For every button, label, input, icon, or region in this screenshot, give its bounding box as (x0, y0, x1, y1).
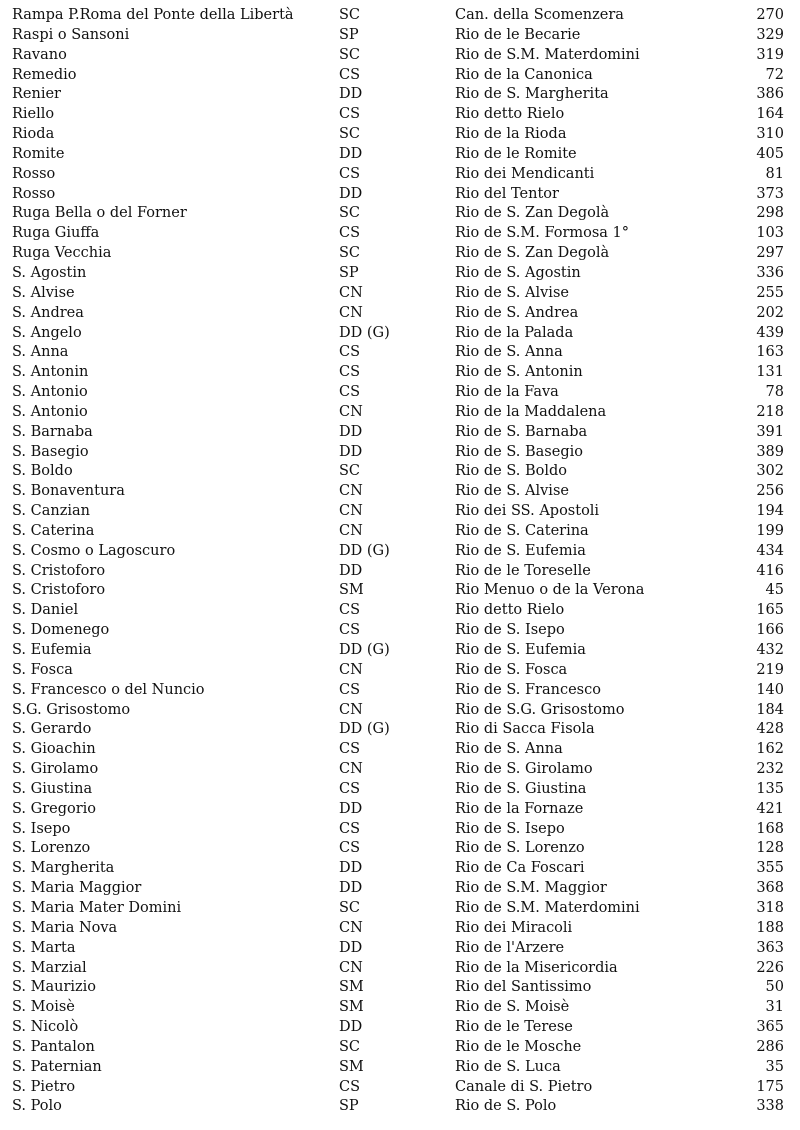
sestiere-code: DD (339, 880, 363, 897)
sestiere-code: CS (339, 364, 361, 381)
canal-name: Rio de le Becarie (455, 26, 581, 43)
bridge-number: 310 (756, 126, 784, 143)
sestiere-code: DD (339, 145, 363, 162)
table-row (0, 66, 800, 86)
canal-name: Rio di Sacca Fisola (455, 721, 595, 738)
bridge-number: 338 (756, 1098, 784, 1115)
sestiere-code: CS (339, 741, 361, 758)
canal-name: Rio de S. Agostin (455, 264, 581, 281)
sestiere-code: SC (339, 463, 361, 480)
sestiere-code: SC (339, 205, 361, 222)
canal-name: Rio de le Toreselle (455, 562, 591, 579)
table-row (0, 621, 800, 641)
bridge-number: 188 (756, 919, 784, 936)
sestiere-code: CS (339, 1078, 361, 1095)
canal-name: Rio de le Terese (455, 1019, 573, 1036)
street-name: S. Antonin (12, 364, 89, 381)
street-name: S.G. Grisostomo (12, 701, 131, 718)
bridge-number: 219 (756, 661, 784, 678)
table-row (0, 581, 800, 601)
sestiere-code: SC (339, 46, 361, 63)
bridge-number: 128 (756, 840, 784, 857)
bridge-number: 72 (765, 66, 784, 83)
bridge-number: 365 (756, 1019, 784, 1036)
street-name: S. Isepo (12, 820, 71, 837)
table-row (0, 1058, 800, 1078)
street-name: Rosso (12, 185, 56, 202)
sestiere-code: DD (339, 939, 363, 956)
bridge-number: 329 (756, 26, 784, 43)
table-row (0, 701, 800, 721)
bridge-number: 226 (756, 959, 784, 976)
sestiere-code: CN (339, 959, 363, 976)
table-row (0, 879, 800, 899)
canal-name: Rio detto Rielo (455, 106, 565, 123)
canal-name: Rio dei Mendicanti (455, 165, 595, 182)
bridge-number: 199 (756, 522, 784, 539)
street-name: S. Gerardo (12, 721, 92, 738)
table-row (0, 324, 800, 344)
table-row (0, 383, 800, 403)
canal-name: Rio de S.M. Maggior (455, 880, 607, 897)
street-name: Remedio (12, 66, 77, 83)
bridge-number: 302 (756, 463, 784, 480)
canal-name: Rio de S.G. Grisostomo (455, 701, 625, 718)
bridge-number: 389 (756, 443, 784, 460)
bridge-number: 373 (756, 185, 784, 202)
bridge-number: 50 (765, 979, 784, 996)
street-name: S. Marta (12, 939, 76, 956)
canal-name: Rio de S. Caterina (455, 522, 589, 539)
table-row (0, 26, 800, 46)
index-table (0, 6, 800, 1117)
bridge-number: 165 (756, 602, 784, 619)
canal-name: Rio Menuo o de la Verona (455, 582, 645, 599)
table-row (0, 482, 800, 502)
street-name: S. Boldo (12, 463, 73, 480)
street-name: S. Lorenzo (12, 840, 91, 857)
table-row (0, 224, 800, 244)
street-name: S. Giustina (12, 780, 93, 797)
canal-name: Rio de S. Zan Degolà (455, 205, 610, 222)
street-name: S. Pantalon (12, 1038, 95, 1055)
canal-name: Rio de S. Andrea (455, 304, 579, 321)
canal-name: Rio de S. Barnaba (455, 423, 588, 440)
street-name: Ravano (12, 46, 67, 63)
canal-name: Rio de S. Giustina (455, 780, 587, 797)
canal-name: Rio de la Misericordia (455, 959, 618, 976)
street-name: Rampa P.Roma del Ponte della Libertà (12, 7, 294, 23)
street-name: S. Girolamo (12, 761, 99, 778)
street-name: S. Cosmo o Lagoscuro (12, 542, 176, 559)
canal-name: Rio de S. Margherita (455, 86, 609, 103)
bridge-number: 202 (756, 304, 784, 321)
table-row (0, 899, 800, 919)
sestiere-code: CN (339, 503, 363, 520)
street-name: S. Agostin (12, 264, 87, 281)
canal-name: Rio de S. Alvise (455, 483, 569, 500)
street-name: S. Maurizio (12, 979, 97, 996)
sestiere-code: DD (339, 562, 363, 579)
sestiere-code: SC (339, 245, 361, 262)
table-row (0, 720, 800, 740)
canal-name: Rio dei SS. Apostoli (455, 503, 600, 520)
canal-name: Rio de le Romite (455, 145, 577, 162)
table-row (0, 740, 800, 760)
sestiere-code: CS (339, 820, 361, 837)
canal-name: Rio de S. Lorenzo (455, 840, 585, 857)
street-name: S. Margherita (12, 860, 115, 877)
bridge-number: 162 (756, 741, 784, 758)
table-row (0, 820, 800, 840)
street-name: S. Maria Nova (12, 919, 118, 936)
canal-name: Rio de S. Francesco (455, 681, 601, 698)
canal-name: Rio de S.M. Materdomini (455, 899, 640, 916)
table-row (0, 403, 800, 423)
table-row (0, 681, 800, 701)
canal-name: Rio de S. Girolamo (455, 761, 593, 778)
canal-name: Rio de la Fornaze (455, 800, 584, 817)
street-name: S. Basegio (12, 443, 89, 460)
bridge-number: 355 (756, 860, 784, 877)
table-row (0, 343, 800, 363)
sestiere-code: DD (G) (339, 721, 390, 738)
street-name: Ruga Bella o del Forner (12, 205, 187, 222)
table-row (0, 502, 800, 522)
canal-name: Rio de S. Moisè (455, 999, 570, 1016)
street-name: Rioda (12, 126, 55, 143)
canal-name: Rio de S. Isepo (455, 820, 565, 837)
street-name: S. Andrea (12, 304, 84, 321)
table-row (0, 959, 800, 979)
canal-name: Rio de la Maddalena (455, 403, 607, 420)
sestiere-code: SP (339, 264, 359, 281)
sestiere-code: CN (339, 701, 363, 718)
bridge-number: 232 (756, 761, 784, 778)
table-row (0, 1038, 800, 1058)
street-name: Renier (12, 86, 61, 103)
sestiere-code: CN (339, 483, 363, 500)
street-name: S. Anna (12, 344, 69, 361)
bridge-number: 168 (756, 820, 784, 837)
canal-name: Rio de S. Alvise (455, 284, 569, 301)
canal-name: Rio de S. Fosca (455, 661, 568, 678)
sestiere-code: DD (G) (339, 542, 390, 559)
sestiere-code: CS (339, 225, 361, 242)
bridge-number: 319 (756, 46, 784, 63)
sestiere-code: SC (339, 126, 361, 143)
bridge-number: 298 (756, 205, 784, 222)
sestiere-code: CN (339, 919, 363, 936)
street-name: S. Fosca (12, 661, 73, 678)
canal-name: Rio de la Rioda (455, 126, 567, 143)
table-row (0, 641, 800, 661)
bridge-number: 270 (756, 7, 784, 23)
bridge-number: 386 (756, 86, 784, 103)
table-row (0, 462, 800, 482)
canal-name: Rio de la Palada (455, 324, 574, 341)
sestiere-code: CN (339, 403, 363, 420)
sestiere-code: CS (339, 840, 361, 857)
table-row (0, 105, 800, 125)
canal-name: Rio del Santissimo (455, 979, 592, 996)
bridge-number: 35 (765, 1058, 784, 1075)
bridge-number: 428 (756, 721, 784, 738)
sestiere-code: CN (339, 761, 363, 778)
bridge-number: 164 (756, 106, 784, 123)
street-name: S. Cristoforo (12, 562, 106, 579)
street-name: S. Antonio (12, 384, 88, 401)
sestiere-code: SC (339, 7, 361, 23)
street-name: S. Moisè (12, 999, 75, 1016)
canal-name: Rio dei Miracoli (455, 919, 573, 936)
table-row (0, 304, 800, 324)
bridge-number: 421 (756, 800, 784, 817)
sestiere-code: CS (339, 384, 361, 401)
table-row (0, 601, 800, 621)
canal-name: Rio de S. Eufemia (455, 642, 586, 658)
table-row (0, 185, 800, 205)
street-name: S. Angelo (12, 324, 82, 341)
sestiere-code: SC (339, 1038, 361, 1055)
bridge-number: 256 (756, 483, 784, 500)
street-name: S. Nicolò (12, 1019, 79, 1036)
table-row (0, 1097, 800, 1117)
street-name: S. Maria Mater Domini (12, 899, 182, 916)
canal-name: Rio de S. Zan Degolà (455, 245, 610, 262)
bridge-number: 135 (756, 780, 784, 797)
table-row (0, 363, 800, 383)
street-name: S. Domenego (12, 622, 110, 639)
bridge-number: 432 (756, 642, 784, 658)
bridge-number: 318 (756, 899, 784, 916)
table-row (0, 780, 800, 800)
bridge-number: 81 (765, 165, 784, 182)
canal-name: Rio de S. Luca (455, 1058, 561, 1075)
sestiere-code: CS (339, 165, 361, 182)
sestiere-code: DD (339, 1019, 363, 1036)
sestiere-code: CS (339, 681, 361, 698)
sestiere-code: DD (339, 800, 363, 817)
street-name: S. Barnaba (12, 423, 93, 440)
bridge-number: 255 (756, 284, 784, 301)
table-row (0, 204, 800, 224)
bridge-number: 391 (756, 423, 784, 440)
sestiere-code: DD (G) (339, 324, 390, 341)
sestiere-code: DD (339, 443, 363, 460)
table-row (0, 284, 800, 304)
sestiere-code: DD (339, 423, 363, 440)
sestiere-code: CN (339, 661, 363, 678)
table-row (0, 125, 800, 145)
table-row (0, 46, 800, 66)
canal-name: Rio de S. Basegio (455, 443, 583, 460)
table-row (0, 978, 800, 998)
table-row (0, 443, 800, 463)
street-name: S. Canzian (12, 503, 90, 520)
street-name: S. Gregorio (12, 800, 97, 817)
sestiere-code: DD (339, 860, 363, 877)
street-name: S. Paternian (12, 1058, 102, 1075)
canal-name: Rio de Ca Foscari (455, 860, 585, 877)
bridge-number: 297 (756, 245, 784, 262)
bridge-number: 45 (765, 582, 784, 599)
sestiere-code: DD (339, 86, 363, 103)
table-row (0, 264, 800, 284)
street-name: Rosso (12, 165, 56, 182)
bridge-number: 166 (756, 622, 784, 639)
bridge-number: 336 (756, 264, 784, 281)
street-name: S. Antonio (12, 403, 88, 420)
table-row (0, 542, 800, 562)
canal-name: Rio de S. Eufemia (455, 542, 586, 559)
table-row (0, 998, 800, 1018)
bridge-number: 416 (756, 562, 784, 579)
bridge-number: 140 (756, 681, 784, 698)
street-name: Raspi o Sansoni (12, 26, 130, 43)
table-row (0, 1078, 800, 1098)
street-name: S. Maria Maggior (12, 880, 142, 897)
sestiere-code: DD (339, 185, 363, 202)
table-row (0, 661, 800, 681)
table-row (0, 423, 800, 443)
street-name: S. Pietro (12, 1078, 76, 1095)
table-row (0, 939, 800, 959)
sestiere-code: SM (339, 582, 364, 599)
canal-name: Rio de l'Arzere (455, 939, 565, 956)
table-row (0, 165, 800, 185)
canal-name: Canale di S. Pietro (455, 1078, 593, 1095)
sestiere-code: SP (339, 26, 359, 43)
street-name: Riello (12, 106, 55, 123)
bridge-number: 131 (756, 364, 784, 381)
sestiere-code: SM (339, 1058, 364, 1075)
bridge-number: 175 (756, 1078, 784, 1095)
street-name: S. Marzial (12, 959, 87, 976)
bridge-number: 78 (765, 384, 784, 401)
canal-name: Rio detto Rielo (455, 602, 565, 619)
street-name: S. Eufemia (12, 642, 92, 658)
sestiere-code: CS (339, 344, 361, 361)
sestiere-code: DD (G) (339, 642, 390, 658)
bridge-number: 184 (756, 701, 784, 718)
street-name: Ruga Vecchia (12, 245, 112, 262)
bridge-number: 31 (765, 999, 784, 1016)
sestiere-code: CS (339, 66, 361, 83)
table-row (0, 522, 800, 542)
street-name: S. Polo (12, 1098, 62, 1115)
bridge-number: 405 (756, 145, 784, 162)
sestiere-code: CN (339, 284, 363, 301)
bridge-number: 439 (756, 324, 784, 341)
bridge-number: 286 (756, 1038, 784, 1055)
sestiere-code: CS (339, 602, 361, 619)
canal-name: Rio del Tentor (455, 185, 559, 202)
table-row (0, 244, 800, 264)
canal-name: Rio de S. Anna (455, 344, 563, 361)
table-row (0, 6, 800, 26)
street-name: S. Cristoforo (12, 582, 106, 599)
canal-name: Rio de le Mosche (455, 1038, 582, 1055)
street-name: S. Gioachin (12, 741, 96, 758)
street-name: S. Francesco o del Nuncio (12, 681, 205, 698)
bridge-number: 194 (756, 503, 784, 520)
table-row (0, 145, 800, 165)
table-row (0, 1018, 800, 1038)
street-name: S. Alvise (12, 284, 75, 301)
canal-name: Rio de S. Polo (455, 1098, 557, 1115)
table-row (0, 760, 800, 780)
street-name: S. Bonaventura (12, 483, 125, 500)
sestiere-code: CS (339, 780, 361, 797)
sestiere-code: SM (339, 979, 364, 996)
canal-name: Can. della Scomenzera (455, 7, 624, 23)
street-name: S. Daniel (12, 602, 79, 619)
bridge-number: 434 (756, 542, 784, 559)
bridge-number: 103 (756, 225, 784, 242)
sestiere-code: SC (339, 899, 361, 916)
sestiere-code: SP (339, 1098, 359, 1115)
canal-name: Rio de S. Isepo (455, 622, 565, 639)
sestiere-code: SM (339, 999, 364, 1016)
table-row (0, 85, 800, 105)
bridge-number: 363 (756, 939, 784, 956)
canal-name: Rio de S. Anna (455, 741, 563, 758)
street-name: Romite (12, 145, 65, 162)
canal-name: Rio de S.M. Materdomini (455, 46, 640, 63)
bridge-number: 218 (756, 403, 784, 420)
sestiere-code: CN (339, 304, 363, 321)
table-row (0, 919, 800, 939)
table-row (0, 839, 800, 859)
canal-name: Rio de S. Boldo (455, 463, 568, 480)
table-row (0, 859, 800, 879)
street-name: S. Caterina (12, 522, 95, 539)
canal-name: Rio de S.M. Formosa 1° (455, 225, 630, 242)
sestiere-code: CS (339, 622, 361, 639)
table-row (0, 800, 800, 820)
bridge-number: 368 (756, 880, 784, 897)
canal-name: Rio de la Canonica (455, 66, 593, 83)
table-row (0, 562, 800, 582)
canal-name: Rio de S. Antonin (455, 364, 583, 381)
sestiere-code: CS (339, 106, 361, 123)
canal-name: Rio de la Fava (455, 384, 559, 401)
sestiere-code: CN (339, 522, 363, 539)
bridge-number: 163 (756, 344, 784, 361)
street-name: Ruga Giuffa (12, 225, 100, 242)
